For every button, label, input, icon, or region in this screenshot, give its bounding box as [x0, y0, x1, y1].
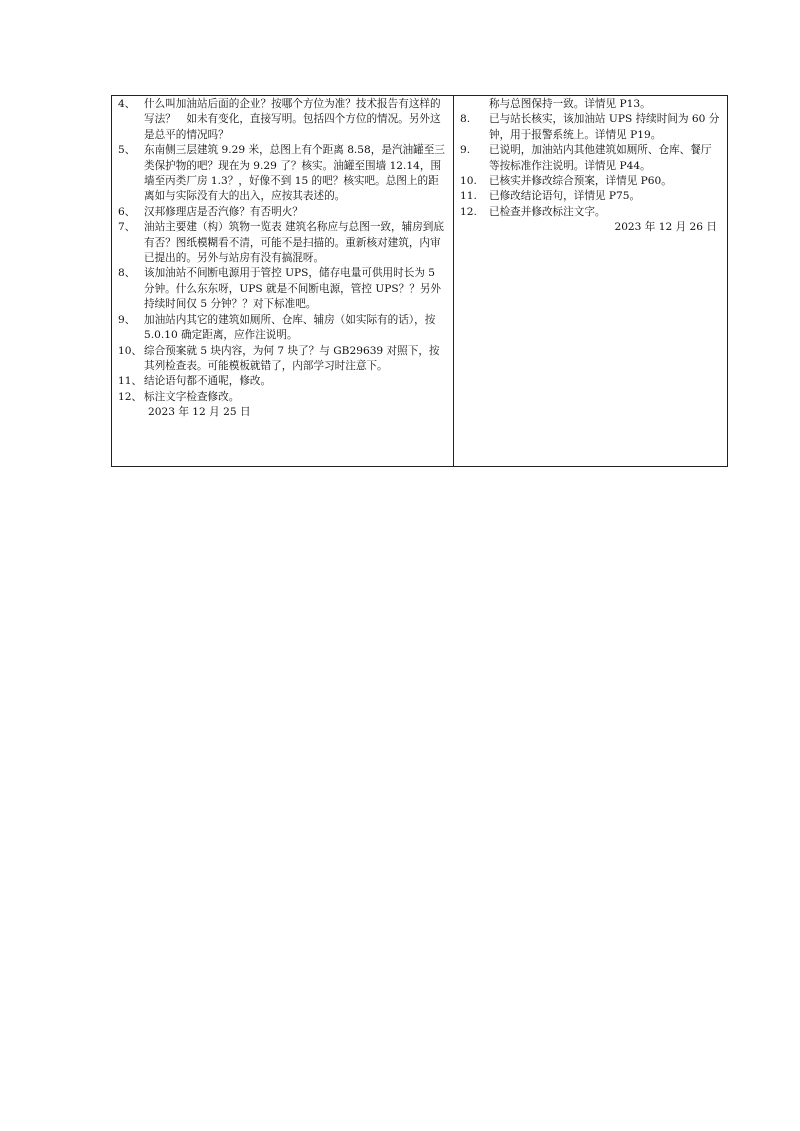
review-comments-column — [112, 96, 454, 466]
response-item — [460, 112, 721, 143]
response-item-number: 11. — [460, 190, 477, 203]
review-comment-number: 12、 — [118, 390, 143, 403]
response-item — [460, 174, 721, 189]
review-comment-text: 标注文字检查修改。 — [144, 390, 240, 403]
response-item — [460, 143, 721, 174]
review-comment — [118, 205, 447, 220]
response-item-number: 8. — [460, 113, 471, 126]
review-comment — [118, 220, 447, 266]
review-comment-number: 4、 — [118, 98, 136, 110]
response-continuation: 称与总图保持一致。详情见 P13。 — [489, 98, 651, 110]
review-comment — [118, 374, 447, 389]
response-item-text: 已修改结论语句，详情见 P75。 — [489, 190, 641, 203]
response-item-text: 已检查并修改标注文字。 — [489, 205, 606, 218]
review-comment — [118, 390, 447, 405]
response-item-text: 已核实并修改综合预案，详情见 P60。 — [489, 175, 672, 188]
review-comment-number: 6、 — [118, 205, 136, 218]
review-table — [111, 95, 728, 467]
review-comment — [118, 313, 447, 344]
review-comment-number: 9、 — [118, 313, 136, 326]
review-comment-text: 汉邦修理店是否汽修？有否明火？ — [144, 205, 303, 218]
review-comments-list — [118, 97, 447, 405]
response-item-text: 已说明，加油站内其他建筑如厕所、仓库、餐厅等按标准作注说明。详情见 P44。 — [489, 144, 712, 172]
review-comment — [118, 344, 447, 375]
review-comment-text: 什么叫加油站后面的企业？按哪个方位为准？技术报告有这样的写法？ 如未有变化，直接写明。包括四个方位的情况。另外这是总平的情况吗？ — [144, 98, 441, 141]
review-comment-text: 油站主要建（构）筑物一览表 建筑名称应与总图一致，辅房到底有否？图纸模糊看不清，可能不是扫描的。重新核对建筑，内审已提出的。另外与站房有没有搞混呀。 — [144, 221, 444, 265]
review-comment-number: 5、 — [118, 144, 136, 157]
review-comment-text: 综合预案就 5 块内容，为何 7 块了？与 GB29639 对照下，按其列检查表。可能模板就错了，内部学习时注意下。 — [144, 344, 440, 372]
response-date: 2023 年 12 月 26 日 — [614, 221, 717, 234]
response-item-number: 9. — [460, 144, 471, 157]
review-comment-text: 加油站内其它的建筑如厕所、仓库、辅房（如实际有的话），按 5.0.10 确定距离，应作注说明。 — [144, 313, 436, 342]
responses-list — [460, 112, 721, 220]
response-item — [460, 205, 721, 220]
response-item — [460, 189, 721, 204]
review-comment-text: 该加油站不间断电源用于管控 UPS，储存电量可供用时长为 5 分钟。什么东东呀，UPS 就是不间断电源，管控 UPS？？另外持续时间仅 5 分钟？？对下标准吧。 — [144, 267, 442, 311]
review-comment-text: 结论语句都不通呢，修改。 — [144, 375, 272, 388]
review-comment — [118, 143, 447, 205]
review-comment-number: 7、 — [118, 221, 136, 234]
review-comment-number: 8、 — [118, 267, 136, 280]
review-date: 2023 年 12 月 25 日 — [148, 406, 251, 419]
response-item-number: 10. — [460, 175, 477, 188]
response-column — [454, 96, 727, 466]
response-item-text: 已与站长核实，该加油站 UPS 持续时间为 60 分钟，用于报警系统上。详情见 P19。 — [489, 113, 720, 141]
review-comment — [118, 266, 447, 312]
review-comment-number: 10、 — [118, 344, 143, 357]
review-comment-text: 东南侧三层建筑 9.29 米，总图上有个距离 8.58，是汽油罐至三类保护物的吧？现在为 9.29 了？核实。油罐至围墙 12.14，围墙至丙类厂房 1.3？，好像不到 15 的吧？核实吧。总图上的距离如与实际没有大的出入，应按其表述的。 — [144, 144, 445, 203]
review-comment-number: 11、 — [118, 375, 143, 388]
review-comment — [118, 97, 447, 143]
response-item-number: 12. — [460, 205, 477, 218]
